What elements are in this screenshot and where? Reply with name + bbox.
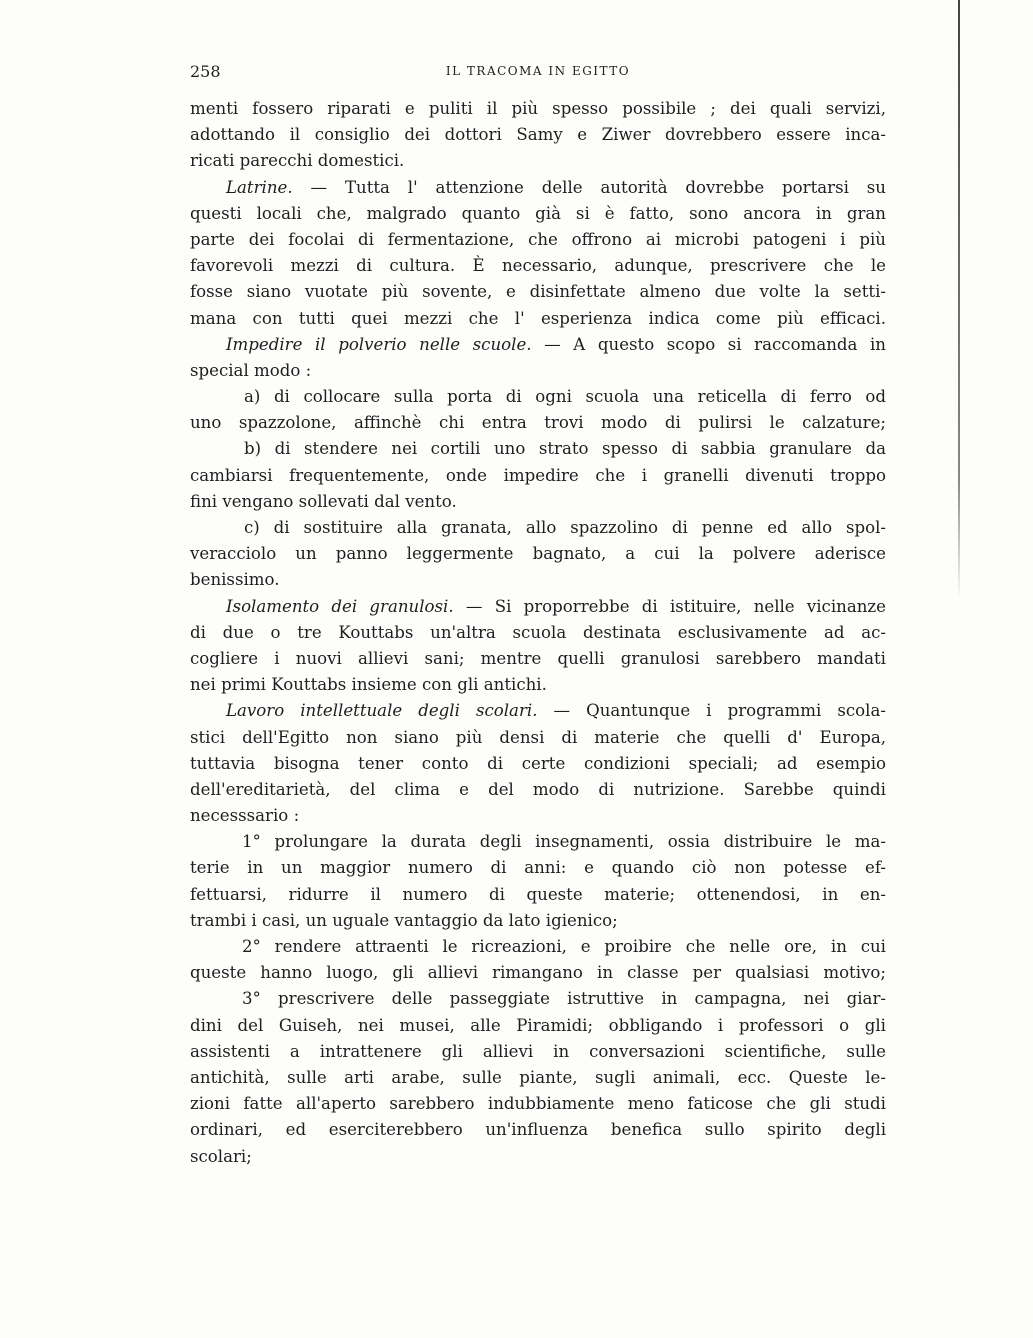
line-text: trambi i casi, un uguale vantaggio da lato igienico; xyxy=(190,910,618,930)
text-line xyxy=(190,201,886,227)
line-text: stici dell'Egitto non siano più densi di materie che quelli d' Europa, xyxy=(190,727,886,747)
text-line xyxy=(190,829,886,855)
line-text: fini vengano sollevati dal vento. xyxy=(190,491,457,511)
text-line xyxy=(190,515,886,541)
text-line xyxy=(190,489,886,515)
line-text: fosse siano vuotate più sovente, e disinfettate almeno due volte la setti- xyxy=(190,282,886,302)
section-heading: Lavoro intellettuale degli scolari. xyxy=(226,701,538,721)
line-text: assistenti a intrattenere gli allievi in conversazioni scientifiche, sulle xyxy=(190,1041,886,1061)
line-text: — Tutta l' attenzione delle autorità dovrebbe portarsi su xyxy=(292,177,886,197)
text-line xyxy=(190,646,886,672)
line-text: veracciolo un panno leggermente bagnato, a cui la polvere aderisce xyxy=(190,544,886,564)
text-line xyxy=(190,698,886,724)
section-heading: Impedire il polverio nelle scuole. xyxy=(226,334,532,354)
text-line xyxy=(190,908,886,934)
text-line xyxy=(190,1013,886,1039)
text-line xyxy=(190,541,886,567)
text-line xyxy=(190,227,886,253)
line-text: a) di collocare sulla porta di ogni scuola una reticella di ferro od xyxy=(244,387,886,407)
line-text: special modo : xyxy=(190,360,312,380)
line-text: menti fossero riparati e puliti il più spesso possibile ; dei quali servizi, xyxy=(190,99,886,118)
text-line xyxy=(190,803,886,829)
line-text: 2° rendere attraenti le ricreazioni, e proibire che nelle ore, in cui xyxy=(242,937,886,956)
line-text: favorevoli mezzi di cultura. È necessario, adunque, prescrivere che le xyxy=(190,256,886,276)
line-text: benissimo. xyxy=(190,570,280,590)
text-line xyxy=(190,1144,886,1170)
body-text xyxy=(190,96,886,1170)
line-text: terie in un maggior numero di anni: e quando ciò non potesse ef- xyxy=(190,858,886,878)
text-line xyxy=(190,332,886,358)
line-text: necesssario : xyxy=(190,806,300,826)
text-line xyxy=(190,306,886,332)
text-line xyxy=(190,463,886,489)
text-line xyxy=(190,253,886,279)
line-text: — A questo scopo si raccomanda in xyxy=(531,334,886,354)
line-text: parte dei focolai di fermentazione, che offrono ai microbi patogeni i più xyxy=(190,229,886,249)
text-line xyxy=(190,279,886,305)
line-text: 1° prolungare la durata degli insegnamenti, ossia distribuire le ma- xyxy=(242,832,886,852)
text-line xyxy=(190,384,886,410)
page-edge-shadow xyxy=(958,0,960,600)
line-text: adottando il consiglio dei dottori Samy e Ziwer dovrebbero essere inca- xyxy=(190,125,886,145)
line-text: dell'ereditarietà, del clima e del modo di nutrizione. Sarebbe quindi xyxy=(190,779,886,799)
text-line xyxy=(190,1039,886,1065)
line-text: antichità, sulle arti arabe, sulle piante, sugli animali, ecc. Queste le- xyxy=(190,1067,886,1087)
text-line xyxy=(190,620,886,646)
line-text: — Si proporrebbe di istituire, nelle vicinanze xyxy=(453,596,886,616)
line-text: cogliere i nuovi allievi sani; mentre quelli granulosi sarebbero mandati xyxy=(190,648,886,668)
text-line xyxy=(190,672,886,698)
line-text: c) di sostituire alla granata, allo spazzolino di penne ed allo spol- xyxy=(244,518,886,537)
page-number: 258 xyxy=(190,62,221,81)
text-line xyxy=(190,751,886,777)
text-line xyxy=(190,1091,886,1117)
line-text: fettuarsi, ridurre il numero di queste materie; ottenendosi, in en- xyxy=(190,884,886,904)
text-line xyxy=(190,410,886,436)
line-text: — Quantunque i programmi scola- xyxy=(537,701,886,721)
line-text: uno spazzolone, affinchè chi entra trovi modo di pulirsi le calzature; xyxy=(190,413,886,433)
text-line xyxy=(190,122,886,148)
line-text: zioni fatte all'aperto sarebbero indubbiamente meno faticose che gli studi xyxy=(190,1094,886,1114)
line-text: nei primi Kouttabs insieme con gli antichi. xyxy=(190,675,547,695)
text-line xyxy=(190,1065,886,1091)
text-line xyxy=(190,855,886,881)
text-line xyxy=(190,96,886,122)
text-line xyxy=(190,725,886,751)
line-text: ordinari, ed eserciterebbero un'influenza benefica sullo spirito degli xyxy=(190,1120,886,1140)
line-text: questi locali che, malgrado quanto già si è fatto, sono ancora in gran xyxy=(190,203,886,223)
text-line xyxy=(190,436,886,462)
line-text: di due o tre Kouttabs un'altra scuola destinata esclusivamente ad ac- xyxy=(190,622,886,642)
line-text: 3° prescrivere delle passeggiate istruttive in campagna, nei giar- xyxy=(242,989,886,1009)
text-line xyxy=(190,882,886,908)
text-line xyxy=(190,594,886,620)
line-text: scolari; xyxy=(190,1146,252,1166)
running-title: IL TRACOMA IN EGITTO xyxy=(445,64,631,78)
text-line xyxy=(190,986,886,1012)
text-line xyxy=(190,567,886,593)
text-line xyxy=(190,358,886,384)
text-line xyxy=(190,777,886,803)
line-text: dini del Guiseh, nei musei, alle Piramidi; obbligando i professori o gli xyxy=(190,1015,886,1035)
page-header xyxy=(190,62,886,84)
text-line xyxy=(190,175,886,201)
text-line xyxy=(190,148,886,174)
line-text: b) di stendere nei cortili uno strato spesso di sabbia granulare da xyxy=(244,439,886,459)
line-text: ricati parecchi domestici. xyxy=(190,151,405,171)
line-text: cambiarsi frequentemente, onde impedire che i granelli divenuti troppo xyxy=(190,465,886,485)
text-line xyxy=(190,1117,886,1143)
text-line xyxy=(190,960,886,986)
line-text: queste hanno luogo, gli allievi rimangano in classe per qualsiasi motivo; xyxy=(190,963,886,983)
line-text: tuttavia bisogna tener conto di certe condizioni speciali; ad esempio xyxy=(190,753,886,773)
section-heading: Latrine. xyxy=(226,177,293,197)
text-line xyxy=(190,934,886,960)
line-text: mana con tutti quei mezzi che l' esperienza indica come più efficaci. xyxy=(190,308,886,328)
section-heading: Isolamento dei granulosi. xyxy=(226,596,454,616)
